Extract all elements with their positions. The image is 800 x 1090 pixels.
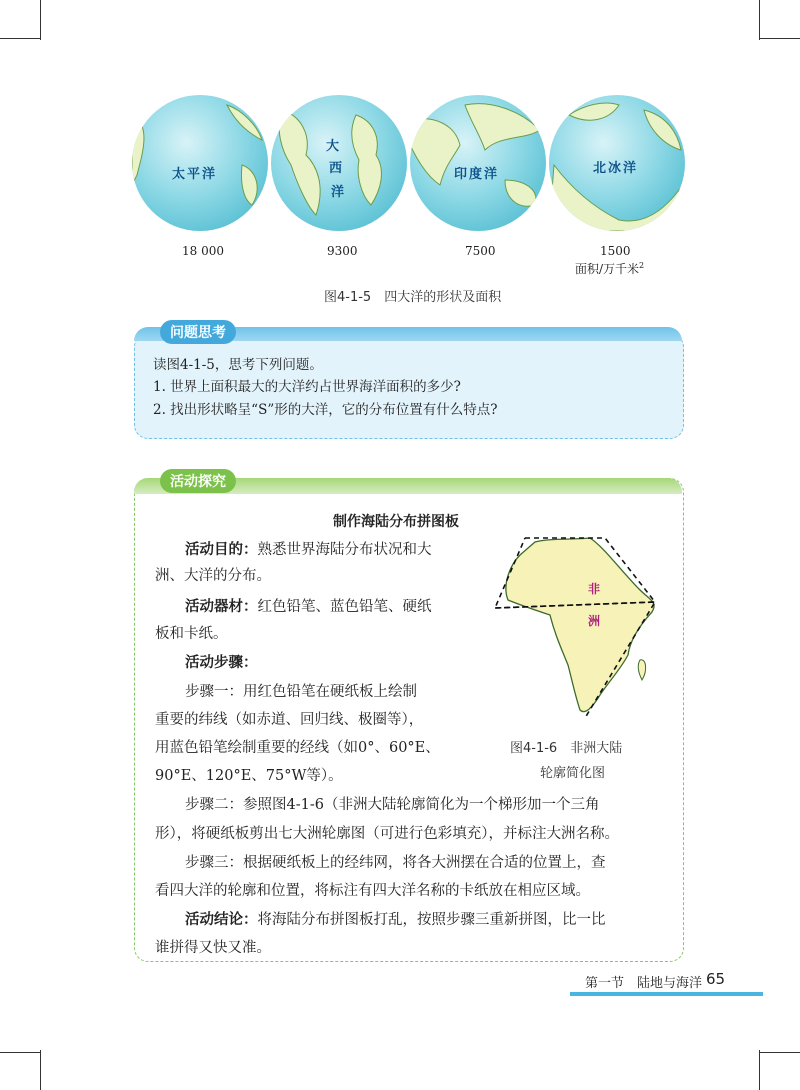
footer-section: 第一节 陆地与海洋 — [585, 976, 703, 991]
ocean-label: 太平洋 — [172, 167, 218, 182]
step-line: 形），将硬纸板剪出七大洲轮廓图（可进行色彩填充），并标注大洲名称。 — [155, 826, 619, 842]
activity-title: 制作海陆分布拼图板 — [333, 514, 459, 530]
step-line: 90°E、120°E、75°W等）。 — [155, 768, 343, 784]
conclusion-line: 活动结论：将海陆分布拼图板打乱，按照步骤三重新拼图，比一比 — [185, 912, 606, 928]
page-number: 65 — [706, 970, 726, 988]
crop-mark — [760, 1052, 800, 1053]
activity-tag: 活动探究 — [160, 469, 236, 493]
figure-caption: 图4-1-5 四大洋的形状及面积 — [324, 290, 502, 305]
ocean-label: 印度洋 — [454, 167, 500, 182]
ocean-label: 西 — [329, 161, 345, 176]
crop-mark — [759, 1050, 760, 1090]
africa-caption: 轮廓简化图 — [540, 766, 606, 781]
crop-mark — [40, 0, 41, 40]
globe-indian — [410, 95, 546, 231]
area-value: 18 000 — [182, 244, 224, 258]
step-line: 用蓝色铅笔绘制重要的经线（如0°、60°E、 — [155, 740, 440, 756]
africa-outline-map — [480, 530, 670, 730]
globe-pacific — [132, 95, 268, 231]
africa-label: 非 — [588, 582, 601, 596]
steps-label: 活动步骤： — [185, 655, 258, 671]
material-line: 板和卡纸。 — [155, 626, 228, 642]
ocean-label: 北冰洋 — [593, 161, 639, 176]
footer-bar — [570, 992, 763, 996]
question-line: 1. 世界上面积最大的大洋约占世界海洋面积的多少? — [153, 379, 461, 395]
purpose-line: 活动目的：熟悉世界海陆分布状况和大 — [185, 542, 432, 558]
madagascar — [638, 660, 645, 680]
area-value: 1500 — [600, 244, 631, 258]
ocean-label: 洋 — [331, 185, 347, 200]
step-line: 步骤一：用红色铅笔在硬纸板上绘制 — [185, 684, 417, 700]
crop-mark — [0, 1052, 40, 1053]
area-value: 9300 — [327, 244, 358, 258]
area-value: 7500 — [465, 244, 496, 258]
material-line: 活动器材：红色铅笔、蓝色铅笔、硬纸 — [185, 599, 432, 615]
step-line: 步骤二：参照图4-1-6（非洲大陆轮廓简化为一个梯形加一个三角 — [185, 797, 600, 813]
crop-mark — [40, 1050, 41, 1090]
globe-atlantic — [271, 95, 407, 231]
question-line: 读图4-1-5，思考下列问题。 — [153, 357, 323, 373]
africa-caption: 图4-1-6 非洲大陆 — [510, 741, 623, 756]
question-line: 2. 找出形状略呈“S”形的大洋，它的分布位置有什么特点? — [153, 402, 498, 418]
conclusion-line: 谁拼得又快又准。 — [155, 940, 271, 956]
africa-land — [506, 538, 654, 712]
crop-mark — [760, 38, 800, 39]
purpose-line: 洲、大洋的分布。 — [155, 568, 271, 584]
step-line: 重要的纬线（如赤道、回归线、极圈等）， — [155, 712, 424, 728]
step-line: 看四大洋的轮廓和位置，将标注有四大洋名称的卡纸放在相应区域。 — [155, 883, 590, 899]
ocean-label: 大 — [326, 139, 342, 154]
globe-arctic — [549, 95, 685, 231]
area-unit: 面积/万千米$^2$ — [575, 261, 645, 276]
step-line: 步骤三：根据硬纸板上的经纬网，将各大洲摆在合适的位置上，查 — [185, 855, 606, 871]
question-tag: 问题思考 — [160, 320, 236, 344]
crop-mark — [0, 38, 40, 39]
crop-mark — [759, 0, 760, 40]
africa-label: 洲 — [588, 614, 601, 628]
